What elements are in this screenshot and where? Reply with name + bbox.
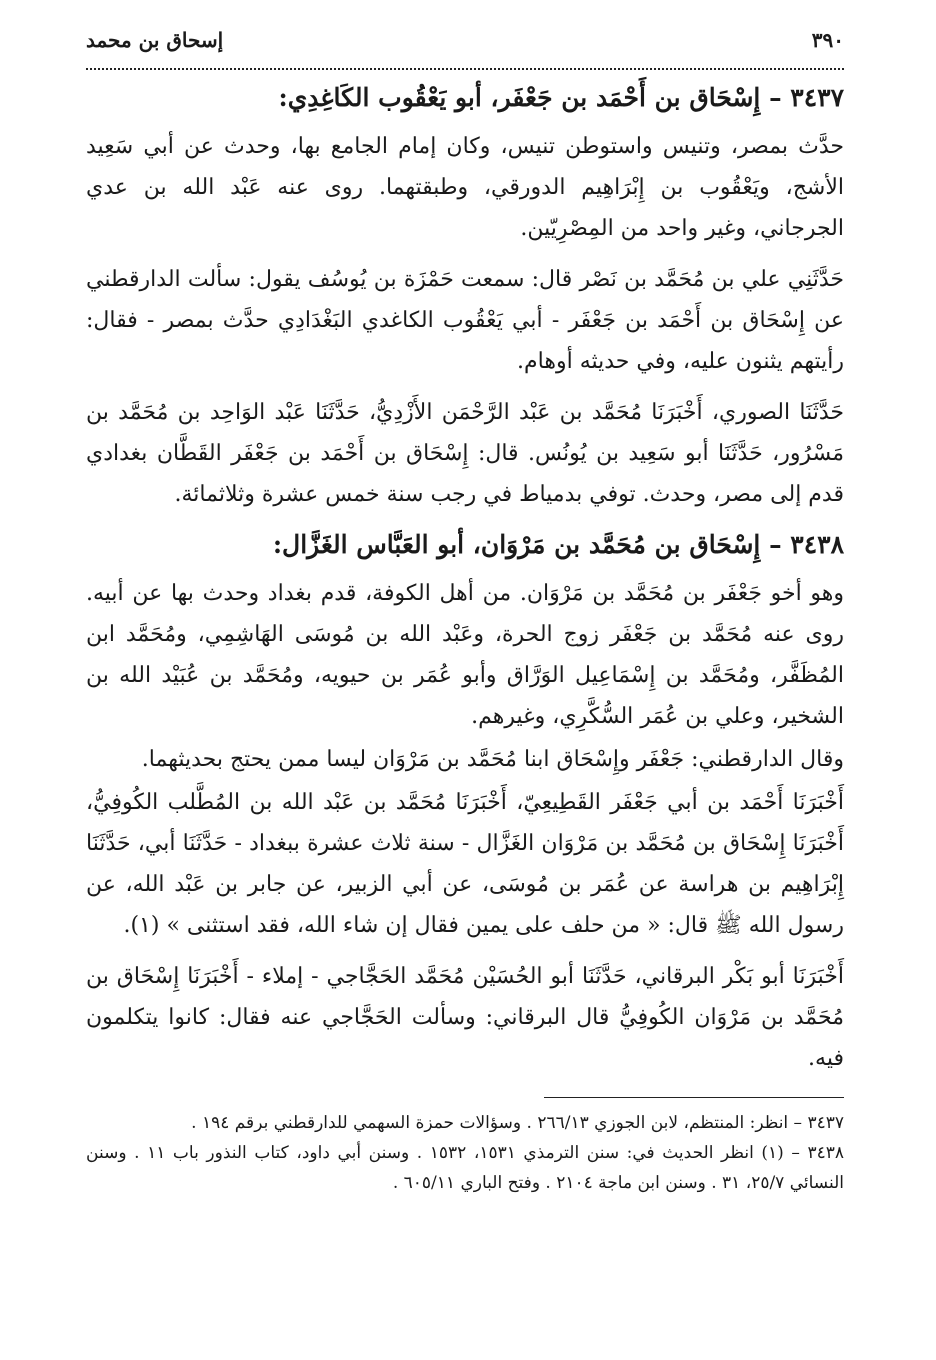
running-title: إسحاق بن محمد bbox=[86, 28, 224, 52]
entry-paragraph: حَدَّثَنَا الصوري، أَخْبَرَنَا مُحَمَّد بن عَبْد الرَّحْمَن الأَزْدِيُّ، حَدَّثَنَا عَبْد الوَاحِد بن مُحَمَّد بن مَسْرُور، حَدَّثَنَا أبو سَعِيد بن يُونُس. قال: إِسْحَاق بن أَحْمَد بن جَعْفَر القَطَّان بغدادي قدم إلى مصر، وحدث. توفي بدمياط في رجب سنة خمس عشرة وثلاثمائة. bbox=[86, 400, 844, 507]
entry-paragraph: حَدَّثَنِي علي بن مُحَمَّد بن نَصْر قال: سمعت حَمْزَة بن يُوسُف يقول: سألت الدارقطني عن إِسْحَاق بن أَحْمَد بن جَعْفَر - أبي يَعْقُوب الكاغدي البَغْدَادِي حدَّث بمصر - فقال: رأيتهم يثنون عليه، وفي حديثه أوهام. bbox=[86, 267, 844, 374]
entry-paragraph: حدَّث بمصر، وتنيس واستوطن تنيس، وكان إمام الجامع بها، وحدث عن أبي سَعِيد الأشج، ويَعْقُوب بن إِبْرَاهِيم الدورقي، وطبقتهما. روى عنه عَبْد الله بن عدي الجرجاني، وغير واحد من المِصْرِيّين. bbox=[86, 134, 844, 241]
page-number: ٣٩٠ bbox=[811, 28, 844, 52]
entry-paragraph: أَخْبَرَنَا أبو بَكْر البرقاني، حَدَّثَنَا أبو الحُسَيْن مُحَمَّد الحَجَّاجي - إملاء - أَخْبَرَنَا إِسْحَاق بن مُحَمَّد بن مَرْوَان الكُوفِيُّ قال البرقاني: وسألت الحَجَّاجي عنه فقال: كانوا يتكلمون فيه. bbox=[86, 964, 844, 1071]
footnote: ٣٤٣٧ – انظر: المنتظم، لابن الجوزي ٢٦٦/١٣ . وسؤالات حمزة السهمي للدارقطني برقم ١٩٤ . bbox=[191, 1113, 844, 1133]
running-header bbox=[86, 28, 844, 70]
entry-paragraph: وقال الدارقطني: جَعْفَر وإِسْحَاق ابنا مُحَمَّد بن مَرْوَان ليسا ممن يحتج بحديثهما. bbox=[141, 747, 844, 772]
entry-paragraph: أَخْبَرَنَا أَحْمَد بن أبي جَعْفَر القَطِيعِيّ، أَخْبَرَنَا مُحَمَّد بن عَبْد الله بن المُطَّلب الكُوفِيُّ، أَخْبَرَنَا إِسْحَاق بن مُحَمَّد بن مَرْوَان الغَزَّال - سنة ثلاث عشرة ببغداد - حَدَّثَنَا أبي، حَدَّثَنَا إِبْرَاهِيم بن هراسة عن عُمَر بن مُوسَى، عن أبي الزبير، عن جابر بن عَبْد الله، عن رسول الله ﷺ قال: « من حلف على يمين فقال إن شاء الله، فقد استثنى » (١). bbox=[86, 790, 845, 938]
footnote: ٣٤٣٨ – (١) انظر الحديث في: سنن الترمذي ١٥٣١، ١٥٣٢ . وسنن أبي داود، كتاب النذور باب ١١ . وسنن النسائي ٢٥/٧، ٣١ . وسنن ابن ماجة ٢١٠٤ . وفتح الباري ٦٠٥/١١ . bbox=[86, 1143, 844, 1193]
entry-paragraph: وهو أخو جَعْفَر بن مُحَمَّد بن مَرْوَان. من أهل الكوفة، قدم بغداد وحدث بها عن أبيه. روى عنه مُحَمَّد بن جَعْفَر زوج الحرة، وعَبْد الله بن مُوسَى الهَاشِمِي، ومُحَمَّد ابن المُظَفَّر، ومُحَمَّد بن إِسْمَاعِيل الوَرَّاق وأبو عُمَر بن حيويه، ومُحَمَّد بن عُبَيْد الله بن الشخير، وعلي بن عُمَر السُّكَّرِي، وغيرهم. bbox=[86, 581, 844, 729]
footnote-divider bbox=[544, 1097, 844, 1098]
entry-heading: ٣٤٣٧ – إِسْحَاق بن أَحْمَد بن جَعْفَر، أبو يَعْقُوب الكَاغِدِي: bbox=[278, 83, 844, 112]
entry-heading: ٣٤٣٨ – إِسْحَاق بن مُحَمَّد بن مَرْوَان، أبو العَبَّاس الغَزَّال: bbox=[272, 530, 844, 559]
